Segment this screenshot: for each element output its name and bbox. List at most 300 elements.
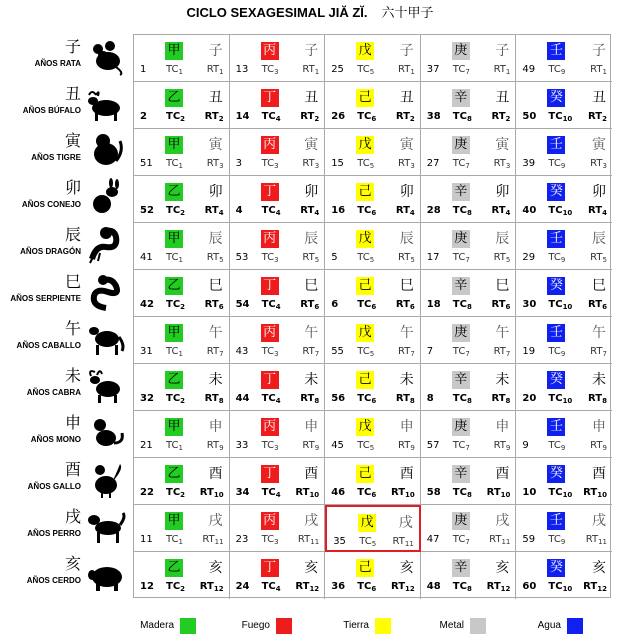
cycle-number: 51 (140, 158, 153, 169)
zodiac-animal-icon (86, 225, 126, 265)
cycle-cell-59 (516, 505, 612, 552)
rt-label: $RT_2$ (491, 111, 511, 123)
tc-label: $TC_7$ (452, 158, 470, 170)
cycle-number: 18 (426, 299, 441, 310)
cycle-cell-7 (421, 317, 517, 364)
element-legend (0, 617, 620, 637)
stem-badge: 丙 (261, 42, 279, 60)
cycle-number: 38 (426, 111, 441, 122)
cycle-number: 25 (331, 64, 344, 75)
rt-label: $RT_8$ (204, 393, 224, 405)
branch-char: 申 (591, 419, 606, 435)
cycle-cell-51 (134, 129, 230, 176)
stem-badge: 癸 (547, 183, 565, 201)
row-label (0, 504, 133, 549)
zodiac-animal-icon (86, 319, 126, 359)
branch-char: 子 (64, 37, 81, 56)
cycle-number: 19 (522, 346, 536, 357)
stem-badge: 癸 (547, 277, 565, 295)
branch-char: 戌 (304, 513, 319, 529)
branch-char: 未 (495, 372, 510, 388)
branch-char: 申 (304, 419, 319, 435)
branch-char: 子 (495, 43, 510, 59)
cycle-number: 13 (235, 64, 249, 75)
rt-label: $RT_{12}$ (583, 581, 607, 593)
stem-badge: 癸 (547, 559, 565, 577)
rt-label: $RT_5$ (397, 252, 415, 264)
rt-label: $RT_9$ (302, 440, 320, 452)
cycle-cell-52 (134, 176, 230, 223)
stem-badge: 丙 (261, 512, 279, 530)
stem-badge: 乙 (165, 371, 183, 389)
cycle-cell-1 (134, 35, 230, 82)
branch-char: 午 (304, 325, 319, 341)
stem-badge: 甲 (165, 418, 183, 436)
rt-label: $RT_7$ (493, 346, 511, 358)
tc-label: $TC_1$ (166, 64, 183, 76)
stem-badge: 壬 (547, 324, 565, 342)
cycle-number: 49 (522, 64, 536, 75)
cycle-cell-60 (516, 552, 612, 599)
zodiac-animal-icon (86, 554, 126, 594)
tc-label: $TC_7$ (452, 252, 470, 264)
animal-year-name: AÑOS SERPIENTE (10, 294, 81, 303)
stem-badge: 辛 (452, 371, 470, 389)
rt-label: $RT_{11}$ (392, 536, 414, 548)
tc-label: $TC_5$ (357, 252, 375, 264)
stem-badge: 庚 (452, 324, 470, 342)
rt-label: $RT_{10}$ (486, 487, 511, 499)
rt-label: $RT_{10}$ (295, 487, 320, 499)
rt-label: $RT_9$ (590, 440, 607, 452)
animal-year-name: AÑOS CONEJO (21, 200, 81, 209)
cycle-number: 50 (522, 111, 537, 122)
zodiac-animal-icon (86, 507, 126, 547)
tc-label: $TC_8$ (452, 299, 472, 311)
cycle-number: 22 (140, 487, 154, 498)
branch-char: 戌 (495, 513, 510, 529)
page-title (0, 2, 620, 24)
branch-char: 戌 (398, 515, 413, 531)
tc-label: $TC_6$ (357, 299, 377, 311)
rt-label: $RT_6$ (491, 299, 511, 311)
legend-swatch (567, 618, 583, 634)
tc-label: $TC_5$ (359, 536, 377, 548)
cycle-number: 45 (331, 440, 344, 451)
branch-char: 申 (64, 413, 81, 432)
cycle-number: 20 (522, 393, 537, 404)
rt-label: $RT_6$ (300, 299, 320, 311)
branch-char: 酉 (208, 466, 223, 482)
stem-badge: 己 (356, 183, 374, 201)
rt-label: $RT_5$ (206, 252, 224, 264)
rt-label: $RT_1$ (397, 64, 415, 76)
branch-char: 子 (208, 43, 223, 59)
legend-label: Metal (439, 620, 464, 631)
tc-label: $TC_4$ (261, 111, 281, 123)
branch-char: 卯 (64, 178, 81, 197)
cycle-cell-56 (325, 364, 421, 411)
cycle-number: 54 (235, 299, 250, 310)
zodiac-animal-icon (86, 178, 126, 218)
tc-label: $TC_7$ (452, 534, 470, 546)
stem-badge: 己 (356, 371, 374, 389)
tc-label: $TC_4$ (261, 487, 281, 499)
animal-year-name: AÑOS GALLO (27, 482, 81, 491)
tc-label: $TC_2$ (166, 393, 186, 405)
tc-label: $TC_1$ (166, 534, 183, 546)
tc-label: $TC_9$ (548, 440, 566, 452)
cycle-number: 8 (426, 393, 434, 404)
stem-badge: 乙 (165, 89, 183, 107)
cycle-number: 9 (522, 440, 529, 451)
branch-char: 卯 (304, 184, 319, 200)
stem-badge: 丁 (261, 371, 279, 389)
cycle-cell-29 (516, 223, 612, 270)
tc-label: $TC_3$ (261, 252, 279, 264)
stem-badge: 甲 (165, 136, 183, 154)
tc-label: $TC_3$ (261, 346, 279, 358)
cycle-cell-35 (325, 505, 421, 552)
rt-label: $RT_{10}$ (583, 487, 607, 499)
rt-label: $RT_8$ (395, 393, 415, 405)
tc-label: $TC_3$ (261, 534, 279, 546)
branch-char: 卯 (591, 184, 606, 200)
rt-label: $RT_6$ (395, 299, 415, 311)
branch-char: 寅 (208, 137, 223, 153)
tc-label: $TC_9$ (548, 158, 566, 170)
tc-label: $TC_6$ (357, 205, 377, 217)
cycle-cell-48 (421, 552, 517, 599)
cycle-cell-8 (421, 364, 517, 411)
rt-label: $RT_7$ (397, 346, 415, 358)
cycle-cell-31 (134, 317, 230, 364)
cycle-cell-14 (230, 82, 326, 129)
cycle-cell-46 (325, 458, 421, 505)
animal-year-name: AÑOS DRAGÓN (20, 247, 81, 256)
cycle-number: 17 (426, 252, 440, 263)
branch-char: 酉 (304, 466, 319, 482)
cycle-number: 15 (331, 158, 344, 169)
stem-badge: 己 (356, 465, 374, 483)
tc-label: $TC_4$ (261, 581, 281, 593)
tc-label: $TC_5$ (357, 158, 375, 170)
cycle-number: 5 (331, 252, 338, 263)
cycle-number: 24 (235, 581, 250, 592)
stem-badge: 壬 (547, 418, 565, 436)
stem-badge: 己 (356, 277, 374, 295)
stem-badge: 戊 (358, 514, 376, 532)
cycle-number: 42 (140, 299, 154, 310)
tc-label: $TC_{10}$ (548, 393, 573, 405)
cycle-number: 30 (522, 299, 537, 310)
branch-char: 申 (399, 419, 414, 435)
branch-char: 巳 (304, 278, 319, 294)
rt-label: $RT_3$ (302, 158, 320, 170)
cycle-cell-54 (230, 270, 326, 317)
tc-label: $TC_3$ (261, 158, 279, 170)
branch-char: 未 (304, 372, 319, 388)
branch-char: 寅 (399, 137, 414, 153)
rt-label: $RT_{12}$ (486, 581, 511, 593)
rt-label: $RT_2$ (300, 111, 320, 123)
branch-char: 巳 (64, 272, 81, 291)
branch-char: 卯 (495, 184, 510, 200)
zodiac-animal-icon (86, 37, 126, 77)
zodiac-animal-icon (86, 366, 126, 406)
cycle-number: 37 (426, 64, 440, 75)
cycle-number: 23 (235, 534, 249, 545)
row-label (0, 34, 133, 79)
tc-label: $TC_2$ (166, 205, 186, 217)
rt-label: $RT_8$ (588, 393, 607, 405)
cycle-cell-17 (421, 223, 517, 270)
cycle-cell-50 (516, 82, 612, 129)
tc-label: $TC_5$ (357, 64, 375, 76)
branch-char: 丑 (399, 90, 414, 106)
rt-label: $RT_7$ (302, 346, 320, 358)
cycle-number: 60 (522, 581, 537, 592)
branch-char: 未 (64, 366, 81, 385)
cycle-number: 12 (140, 581, 154, 592)
stem-badge: 丁 (261, 183, 279, 201)
row-label (0, 81, 133, 126)
animal-year-name: AÑOS TIGRE (31, 153, 81, 162)
rt-label: $RT_5$ (302, 252, 320, 264)
branch-char: 午 (399, 325, 414, 341)
cycle-cell-2 (134, 82, 230, 129)
branch-char: 午 (495, 325, 510, 341)
rt-label: $RT_2$ (204, 111, 224, 123)
cycle-cell-33 (230, 411, 326, 458)
cycle-cell-47 (421, 505, 517, 552)
sexagenary-grid (133, 34, 611, 598)
tc-label: $TC_{10}$ (548, 299, 573, 311)
tc-label: $TC_6$ (357, 111, 377, 123)
cycle-cell-11 (134, 505, 230, 552)
cycle-number: 28 (426, 205, 441, 216)
branch-char: 丑 (208, 90, 223, 106)
rt-label: $RT_{11}$ (297, 534, 320, 546)
stem-badge: 戊 (356, 230, 374, 248)
tc-label: $TC_7$ (452, 440, 470, 452)
cycle-cell-37 (421, 35, 517, 82)
tc-label: $TC_2$ (166, 111, 186, 123)
rt-label: $RT_3$ (397, 158, 415, 170)
stem-badge: 乙 (165, 465, 183, 483)
branch-char: 巳 (591, 278, 606, 294)
rt-label: $RT_6$ (588, 299, 607, 311)
cycle-cell-49 (516, 35, 612, 82)
cycle-number: 34 (235, 487, 250, 498)
cycle-number: 56 (331, 393, 346, 404)
tc-label: $TC_3$ (261, 64, 279, 76)
stem-badge: 甲 (165, 42, 183, 60)
stem-badge: 戊 (356, 42, 374, 60)
cycle-cell-13 (230, 35, 326, 82)
cycle-number: 27 (426, 158, 440, 169)
branch-char: 巳 (399, 278, 414, 294)
stem-badge: 乙 (165, 183, 183, 201)
row-label (0, 316, 133, 361)
cycle-cell-5 (325, 223, 421, 270)
rt-label: $RT_9$ (493, 440, 511, 452)
cycle-number: 35 (333, 536, 346, 547)
stem-badge: 壬 (547, 136, 565, 154)
branch-char: 丑 (591, 90, 606, 106)
cycle-cell-57 (421, 411, 517, 458)
stem-badge: 庚 (452, 136, 470, 154)
tc-label: $TC_8$ (452, 581, 472, 593)
rt-label: $RT_4$ (204, 205, 224, 217)
row-label (0, 363, 133, 408)
cycle-number: 39 (522, 158, 536, 169)
stem-badge: 己 (356, 559, 374, 577)
tc-label: $TC_4$ (261, 299, 281, 311)
branch-char: 酉 (399, 466, 414, 482)
branch-char: 戌 (208, 513, 223, 529)
branch-char: 寅 (591, 137, 606, 153)
animal-year-name: AÑOS CERDO (26, 576, 81, 585)
rt-label: $RT_5$ (493, 252, 511, 264)
rt-label: $RT_{10}$ (390, 487, 415, 499)
tc-label: $TC_1$ (166, 440, 183, 452)
cycle-number: 41 (140, 252, 153, 263)
branch-char: 寅 (304, 137, 319, 153)
stem-badge: 戊 (356, 324, 374, 342)
branch-char: 亥 (495, 560, 510, 576)
branch-char: 辰 (208, 231, 223, 247)
stem-badge: 戊 (356, 418, 374, 436)
branch-char: 亥 (591, 560, 606, 576)
cycle-number: 40 (522, 205, 537, 216)
rt-label: $RT_9$ (206, 440, 224, 452)
branch-char: 子 (304, 43, 319, 59)
stem-badge: 庚 (452, 230, 470, 248)
rt-label: $RT_{11}$ (585, 534, 607, 546)
cycle-cell-6 (325, 270, 421, 317)
cycle-number: 2 (140, 111, 147, 122)
stem-badge: 己 (356, 89, 374, 107)
branch-char: 丑 (495, 90, 510, 106)
branch-char: 亥 (399, 560, 414, 576)
tc-label: $TC_7$ (452, 346, 470, 358)
stem-badge: 壬 (547, 42, 565, 60)
cycle-number: 4 (235, 205, 243, 216)
stem-badge: 辛 (452, 89, 470, 107)
tc-label: $TC_5$ (357, 440, 375, 452)
tc-label: $TC_{10}$ (548, 581, 573, 593)
cycle-cell-25 (325, 35, 421, 82)
cycle-number: 21 (140, 440, 153, 451)
tc-label: $TC_9$ (548, 534, 566, 546)
tc-label: $TC_6$ (357, 581, 377, 593)
title-text: CICLO SEXAGESIMAL JIĂ ZĬ. (186, 5, 368, 20)
cycle-cell-44 (230, 364, 326, 411)
rt-label: $RT_9$ (397, 440, 415, 452)
rt-label: $RT_3$ (206, 158, 224, 170)
cycle-number: 1 (140, 64, 147, 75)
cycle-cell-26 (325, 82, 421, 129)
rt-label: $RT_7$ (206, 346, 224, 358)
cycle-cell-28 (421, 176, 517, 223)
zodiac-animal-icon (86, 460, 126, 500)
legend-label: Tierra (343, 620, 369, 631)
cycle-number: 55 (331, 346, 344, 357)
cycle-number: 3 (235, 158, 242, 169)
cycle-cell-9 (516, 411, 612, 458)
rt-label: $RT_2$ (588, 111, 607, 123)
stem-badge: 丙 (261, 230, 279, 248)
stem-badge: 丁 (261, 89, 279, 107)
cycle-cell-24 (230, 552, 326, 599)
tc-label: $TC_6$ (357, 487, 377, 499)
branch-char: 戌 (64, 507, 81, 526)
stem-badge: 丙 (261, 136, 279, 154)
cycle-cell-27 (421, 129, 517, 176)
stem-badge: 丁 (261, 465, 279, 483)
cycle-number: 44 (235, 393, 250, 404)
cycle-cell-45 (325, 411, 421, 458)
branch-char: 未 (591, 372, 606, 388)
branch-char: 酉 (591, 466, 606, 482)
stem-badge: 甲 (165, 324, 183, 342)
cycle-number: 36 (331, 581, 346, 592)
cycle-number: 31 (140, 346, 153, 357)
tc-label: $TC_8$ (452, 111, 472, 123)
row-label (0, 457, 133, 502)
cycle-cell-12 (134, 552, 230, 599)
branch-char: 辰 (399, 231, 414, 247)
cycle-number: 52 (140, 205, 154, 216)
cycle-cell-15 (325, 129, 421, 176)
branch-char: 卯 (399, 184, 414, 200)
cycle-number: 48 (426, 581, 441, 592)
rt-label: $RT_8$ (300, 393, 320, 405)
cycle-cell-20 (516, 364, 612, 411)
cycle-cell-43 (230, 317, 326, 364)
cycle-cell-34 (230, 458, 326, 505)
cycle-cell-22 (134, 458, 230, 505)
rt-label: $RT_{12}$ (295, 581, 320, 593)
stem-badge: 壬 (547, 512, 565, 530)
branch-char: 亥 (208, 560, 223, 576)
stem-badge: 戊 (356, 136, 374, 154)
zodiac-animal-icon (86, 84, 126, 124)
branch-char: 午 (64, 319, 81, 338)
tc-label: $TC_3$ (261, 440, 279, 452)
branch-char: 卯 (208, 184, 223, 200)
cycle-cell-55 (325, 317, 421, 364)
tc-label: $TC_2$ (166, 299, 186, 311)
stem-badge: 壬 (547, 230, 565, 248)
rt-label: $RT_3$ (493, 158, 511, 170)
animal-year-name: AÑOS BÚFALO (22, 106, 81, 115)
tc-label: $TC_9$ (548, 64, 566, 76)
stem-badge: 丁 (261, 277, 279, 295)
stem-badge: 丙 (261, 324, 279, 342)
branch-char: 辰 (591, 231, 606, 247)
stem-badge: 癸 (547, 371, 565, 389)
rt-label: $RT_1$ (493, 64, 511, 76)
branch-char: 巳 (208, 278, 223, 294)
animal-year-name: AÑOS CABALLO (16, 341, 81, 350)
animal-year-name: AÑOS PERRO (27, 529, 81, 538)
zodiac-animal-icon (86, 131, 126, 171)
cycle-cell-10 (516, 458, 612, 505)
cycle-cell-3 (230, 129, 326, 176)
stem-badge: 辛 (452, 183, 470, 201)
